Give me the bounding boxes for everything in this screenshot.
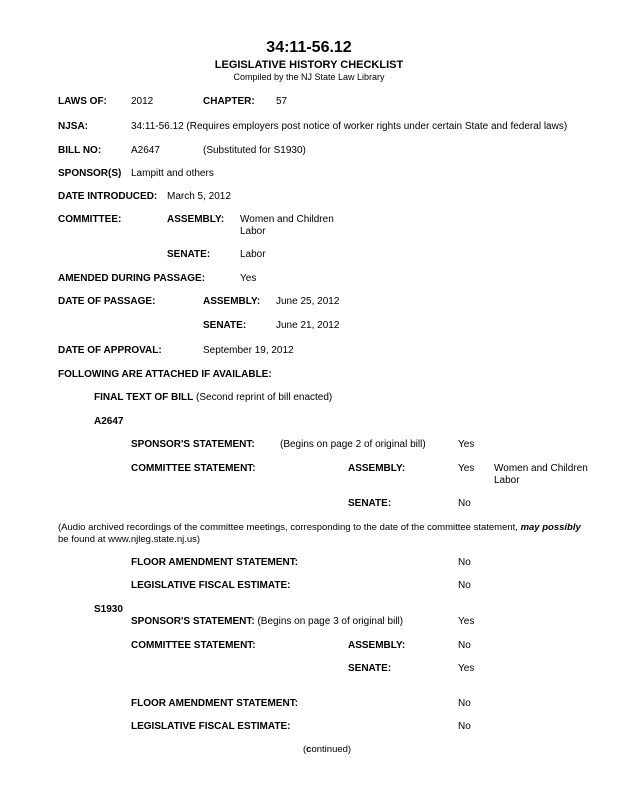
- njsa-value: 34:11-56.12 (Requires employers post notice of worker rights under certain State and federal laws): [131, 121, 568, 132]
- passage-assembly-value: June 25, 2012: [276, 296, 340, 307]
- s1930-committee-label: COMMITTEE STATEMENT:: [131, 640, 256, 651]
- approval-label: DATE OF APPROVAL:: [58, 345, 162, 356]
- a2647-committee-label: COMMITTEE STATEMENT:: [131, 463, 256, 474]
- bill-no-label: BILL NO:: [58, 145, 102, 156]
- audio-note-emphasis: may possibly: [520, 522, 581, 533]
- laws-of-value: 2012: [131, 96, 154, 107]
- statute-number: 34:11-56.12: [266, 39, 352, 56]
- s1930-assembly-value: No: [458, 640, 471, 651]
- final-text-label: FINAL TEXT OF BILL: [94, 392, 194, 403]
- s1930-senate-label: SENATE:: [348, 663, 392, 674]
- continued-open-paren: (: [303, 744, 307, 755]
- amended-value: Yes: [240, 273, 257, 284]
- passage-senate-value: June 21, 2012: [276, 320, 340, 331]
- s1930-sponsor-label: SPONSOR'S STATEMENT:: [131, 616, 255, 627]
- a2647-assembly-committee1: Women and Children: [494, 463, 588, 474]
- compiled-by: Compiled by the NJ State Law Library: [233, 72, 385, 82]
- committee-senate-value: Labor: [240, 249, 266, 260]
- s1930-sponsor-note: (Begins on page 3 of original bill): [257, 616, 404, 627]
- s1930-assembly-label: ASSEMBLY:: [348, 640, 406, 651]
- a2647-assembly-value: Yes: [458, 463, 475, 474]
- committee-assembly-label: ASSEMBLY:: [167, 214, 225, 225]
- s1930-fiscal-value: No: [458, 721, 471, 732]
- s1930-sponsor-value: Yes: [458, 616, 475, 627]
- a2647-assembly-label: ASSEMBLY:: [348, 463, 406, 474]
- a2647-heading: A2647: [94, 416, 124, 427]
- final-text-line: [94, 392, 332, 404]
- audio-note-text: (Audio archived recordings of the committee meetings, corresponding to the date of the committee statement,: [58, 522, 521, 533]
- bill-no-value: A2647: [131, 145, 160, 156]
- a2647-fiscal-label: LEGISLATIVE FISCAL ESTIMATE:: [131, 580, 291, 591]
- s1930-heading: S1930: [94, 604, 123, 615]
- a2647-senate-label: SENATE:: [348, 498, 392, 509]
- a2647-senate-value: No: [458, 498, 471, 509]
- passage-senate-label: SENATE:: [203, 320, 247, 331]
- passage-assembly-label: ASSEMBLY:: [203, 296, 261, 307]
- attached-heading: FOLLOWING ARE ATTACHED IF AVAILABLE:: [58, 369, 272, 380]
- committee-senate-label: SENATE:: [167, 249, 211, 260]
- chapter-value: 57: [276, 96, 288, 107]
- audio-note-line2: be found at www.njleg.state.nj.us): [58, 534, 201, 545]
- laws-of-label: LAWS OF:: [58, 96, 107, 107]
- amended-label: AMENDED DURING PASSAGE:: [58, 273, 206, 284]
- a2647-assembly-committee2: Labor: [494, 475, 520, 486]
- date-introduced-value: March 5, 2012: [167, 191, 231, 202]
- continued-bold-letter: c: [306, 744, 312, 755]
- bill-no-note: (Substituted for S1930): [203, 145, 306, 156]
- a2647-floor-value: No: [458, 557, 471, 568]
- passage-label: DATE OF PASSAGE:: [58, 296, 156, 307]
- a2647-sponsor-label: SPONSOR'S STATEMENT:: [131, 439, 255, 450]
- final-text-note: (Second reprint of bill enacted): [196, 392, 333, 403]
- audio-note-line1: [58, 522, 581, 534]
- committee-assembly-line1: Women and Children: [240, 214, 334, 225]
- chapter-label: CHAPTER:: [203, 96, 255, 107]
- committee-assembly-line2: Labor: [240, 226, 266, 237]
- committee-label: COMMITTEE:: [58, 214, 122, 225]
- sponsors-label: SPONSOR(S): [58, 168, 122, 179]
- s1930-floor-label: FLOOR AMENDMENT STATEMENT:: [131, 698, 299, 709]
- a2647-sponsor-note: (Begins on page 2 of original bill): [280, 439, 426, 450]
- njsa-label: NJSA:: [58, 121, 89, 132]
- continued-rest: ontinued): [311, 744, 352, 755]
- s1930-senate-value: Yes: [458, 663, 475, 674]
- s1930-floor-value: No: [458, 698, 471, 709]
- sponsors-value: Lampitt and others: [131, 168, 214, 179]
- a2647-floor-label: FLOOR AMENDMENT STATEMENT:: [131, 557, 299, 568]
- s1930-sponsor-line: [131, 616, 403, 628]
- s1930-fiscal-label: LEGISLATIVE FISCAL ESTIMATE:: [131, 721, 291, 732]
- approval-value: September 19, 2012: [203, 345, 294, 356]
- a2647-fiscal-value: No: [458, 580, 471, 591]
- page-title: LEGISLATIVE HISTORY CHECKLIST: [214, 59, 404, 71]
- continued-note: [303, 744, 351, 756]
- a2647-sponsor-value: Yes: [458, 439, 475, 450]
- date-introduced-label: DATE INTRODUCED:: [58, 191, 158, 202]
